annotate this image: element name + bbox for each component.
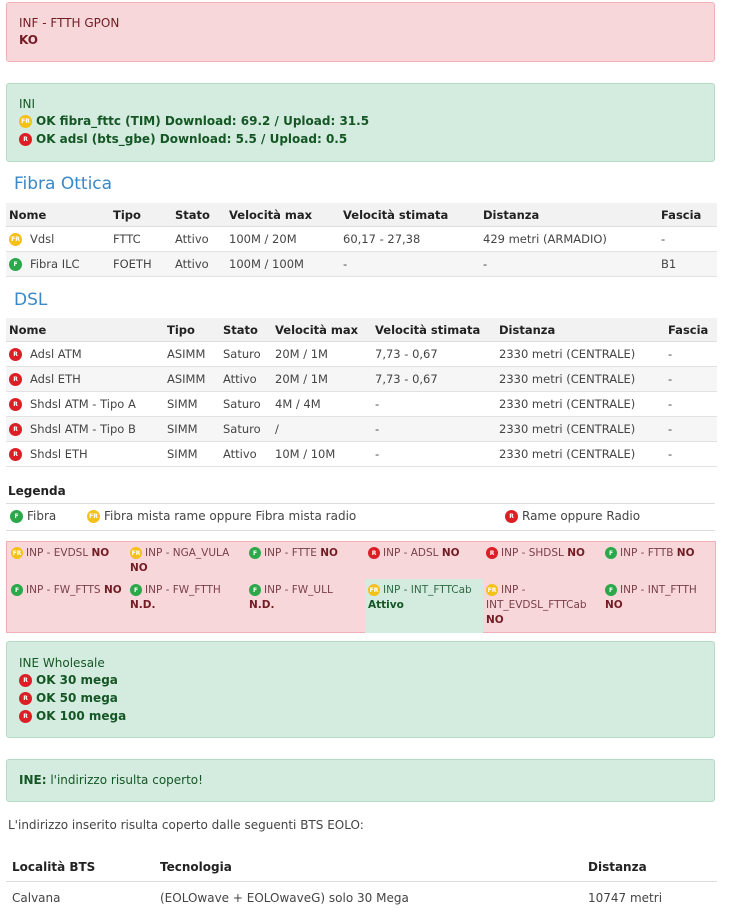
inp-cell [8,579,126,633]
inp-name: INP - ADSL [383,547,439,559]
cell-stato: Attivo [172,227,226,252]
status-line [19,689,702,707]
cell-dist: 2330 metri (CENTRALE) [496,392,665,417]
inp-name: INP - NGA_VULA [145,547,229,559]
rame-badge-icon: R [368,547,380,559]
inp-status: NO [320,547,338,559]
cell-vstim: - [372,392,496,417]
cell-vmax: 4M / 4M [272,392,372,417]
row-name: Vdsl [30,232,54,246]
row-name: Adsl ATM [30,347,82,361]
cell-stato: Saturo [220,392,272,417]
cell-vmax: 100M / 20M [226,227,340,252]
row-name: Adsl ETH [30,372,81,386]
column-header: Velocità max [272,318,372,342]
bts-intro: L'indirizzo inserito risulta coperto dalle seguenti BTS EOLO: [8,818,364,832]
bts-tec: (EOLOwave + EOLOwaveG) solo 30 Mega [154,882,582,913]
cell-fascia: - [665,342,717,367]
fibra-mista-badge-icon: FR [368,584,380,596]
dsl-table [6,318,717,467]
rame-badge-icon: R [19,133,32,146]
cell-vstim: - [340,252,480,277]
rame-badge-icon: R [9,348,22,361]
cell-tipo: SIMM [164,417,220,442]
column-header: Fascia [658,203,717,227]
cell-dist: 2330 metri (CENTRALE) [496,417,665,442]
cell-stato: Attivo [172,252,226,277]
cell-nome [6,392,164,417]
inp-status: NO [677,547,695,559]
inp-status: NO [486,614,504,626]
cell-nome [6,227,110,252]
status-line-text: OK fibra_fttc (TIM) Download: 69.2 / Upload: 31.5 [36,114,369,128]
rame-badge-icon: R [19,674,32,687]
cell-fascia: B1 [658,252,717,277]
rame-badge-icon: R [9,398,22,411]
rame-badge-icon: R [19,710,32,723]
inp-cell [483,542,601,579]
cell-dist: - [480,252,658,277]
row-name: Shdsl ATM - Tipo B [30,422,136,436]
cell-vmax: 20M / 1M [272,342,372,367]
status-line [19,671,702,689]
fibra-table-header [6,203,717,227]
cell-stato: Attivo [220,442,272,467]
cell-tipo: FOETH [110,252,172,277]
row-name: Shdsl ETH [30,447,88,461]
inp-cell [483,579,601,633]
inp-status: NO [605,599,623,611]
cell-tipo: FTTC [110,227,172,252]
status-line [19,130,702,148]
cell-fascia: - [665,442,717,467]
row-name: Shdsl ATM - Tipo A [30,397,136,411]
inp-name: INP - FW_FTTS [26,584,101,596]
fibra-heading: Fibra Ottica [14,174,112,194]
legenda-title: Legenda [8,484,66,498]
dsl-heading: DSL [14,290,47,310]
column-header: Tipo [164,318,220,342]
row-name: Fibra ILC [30,257,80,271]
fibra-mista-badge-icon: FR [87,510,100,523]
rame-badge-icon: R [9,373,22,386]
legenda-item-rame [505,509,640,523]
inp-name: INP - INT_FTTCab [383,584,472,596]
table-row [6,442,717,467]
cell-vstim: 7,73 - 0,67 [372,367,496,392]
bts-header: Tecnologia [154,853,582,882]
cell-dist: 2330 metri (CENTRALE) [496,442,665,467]
fibra-mista-badge-icon: FR [11,547,23,559]
bts-table [6,853,717,913]
fibra-mista-badge-icon: FR [9,233,22,246]
ine-wholesale-title: INE Wholesale [19,656,702,670]
cell-tipo: ASIMM [164,342,220,367]
cell-stato: Saturo [220,417,272,442]
table-row [6,252,717,277]
inp-name: INP - FW_FTTH [145,584,221,596]
fibra-badge-icon: F [605,584,617,596]
column-header: Nome [6,318,164,342]
fibra-badge-icon: F [249,584,261,596]
inp-name: INP - EVDSL [26,547,88,559]
column-header: Stato [172,203,226,227]
table-row [6,417,717,442]
cell-tipo: SIMM [164,442,220,467]
inp-cell [365,542,483,579]
cell-nome [6,442,164,467]
ine-alert [6,759,715,802]
ini-title: INI [19,97,702,111]
bts-dist: 10747 metri [582,882,717,913]
legenda-label: Fibra [27,509,56,523]
inp-cell [246,542,364,579]
table-row [6,367,717,392]
legenda-item-fibra-mista [87,509,356,523]
cell-tipo: ASIMM [164,367,220,392]
legenda [6,503,715,531]
fibra-badge-icon: F [11,584,23,596]
cell-tipo: SIMM [164,392,220,417]
column-header: Tipo [110,203,172,227]
bts-loc: Calvana [6,882,154,913]
column-header: Velocità max [226,203,340,227]
cell-dist: 429 metri (ARMADIO) [480,227,658,252]
inp-status: NO [104,584,122,596]
table-row [6,342,717,367]
bts-header: Località BTS [6,853,154,882]
dsl-table-header [6,318,717,342]
ine-label: INE: [19,773,47,787]
inp-status: NO [92,547,110,559]
cell-vstim: 7,73 - 0,67 [372,342,496,367]
fibra-badge-icon: F [130,584,142,596]
fibra-table [6,203,717,277]
legenda-label: Fibra mista rame oppure Fibra mista radio [104,509,356,523]
inp-cell [127,579,245,633]
table-row [6,227,717,252]
rame-badge-icon: R [486,547,498,559]
cell-nome [6,367,164,392]
inf-status: KO [19,33,702,47]
inf-title: INF - FTTH GPON [19,16,702,30]
cell-nome [6,342,164,367]
ine-text: l'indirizzo risulta coperto! [50,773,203,787]
inp-cell [246,579,364,633]
inp-cell [602,542,720,579]
fibra-badge-icon: F [249,547,261,559]
status-line-text: OK 50 mega [36,691,118,705]
fibra-mista-badge-icon: FR [19,115,32,128]
ine-wholesale-alert [6,641,715,738]
rame-badge-icon: R [505,510,518,523]
ine-wholesale-lines [19,671,702,725]
inp-status: NO [442,547,460,559]
cell-nome [6,252,110,277]
rame-badge-icon: R [9,448,22,461]
cell-vmax: / [272,417,372,442]
inp-status: Attivo [368,599,404,611]
table-row [6,392,717,417]
inf-alert [6,2,715,62]
inp-status: NO [567,547,585,559]
fibra-badge-icon: F [9,258,22,271]
cell-fascia: - [665,417,717,442]
status-line [19,112,702,130]
cell-stato: Saturo [220,342,272,367]
cell-vstim: - [372,442,496,467]
inp-cell [127,542,245,579]
inp-grid [6,541,716,633]
status-line-text: OK 100 mega [36,709,126,723]
cell-vmax: 20M / 1M [272,367,372,392]
fibra-mista-badge-icon: FR [130,547,142,559]
cell-fascia: - [665,367,717,392]
inp-name: INP - SHDSL [501,547,564,559]
inp-cell [365,579,483,633]
inp-status: NO [130,562,148,574]
fibra-badge-icon: F [10,510,23,523]
inp-status: N.D. [249,599,274,611]
fibra-badge-icon: F [605,547,617,559]
cell-fascia: - [658,227,717,252]
column-header: Distanza [480,203,658,227]
inp-status: N.D. [130,599,155,611]
cell-dist: 2330 metri (CENTRALE) [496,342,665,367]
column-header: Fascia [665,318,717,342]
cell-vstim: - [372,417,496,442]
status-line-text: OK 30 mega [36,673,118,687]
cell-dist: 2330 metri (CENTRALE) [496,367,665,392]
inp-name: INP - FTTB [620,547,673,559]
inp-cell [602,579,720,633]
status-line-text: OK adsl (bts_gbe) Download: 5.5 / Upload: 0.5 [36,132,347,146]
inp-name: INP - FW_ULL [264,584,333,596]
cell-fascia: - [665,392,717,417]
legenda-item-fibra [10,509,56,523]
column-header: Distanza [496,318,665,342]
cell-vmax: 10M / 10M [272,442,372,467]
cell-stato: Attivo [220,367,272,392]
column-header: Velocità stimata [340,203,480,227]
bts-header: Distanza [582,853,717,882]
cell-vmax: 100M / 100M [226,252,340,277]
inp-name: INP - FTTE [264,547,317,559]
inp-cell [8,542,126,579]
cell-vstim: 60,17 - 27,38 [340,227,480,252]
column-header: Stato [220,318,272,342]
rame-badge-icon: R [9,423,22,436]
ini-alert [6,83,715,162]
inp-name: INP - INT_FTTH [620,584,697,596]
legenda-label: Rame oppure Radio [522,509,640,523]
ini-lines [19,112,702,148]
table-row [6,882,717,913]
fibra-mista-badge-icon: FR [486,584,498,596]
column-header: Velocità stimata [372,318,496,342]
cell-nome [6,417,164,442]
column-header: Nome [6,203,110,227]
status-line [19,707,702,725]
inp-name: INP - INT_EVDSL_FTTCab [486,584,587,611]
rame-badge-icon: R [19,692,32,705]
